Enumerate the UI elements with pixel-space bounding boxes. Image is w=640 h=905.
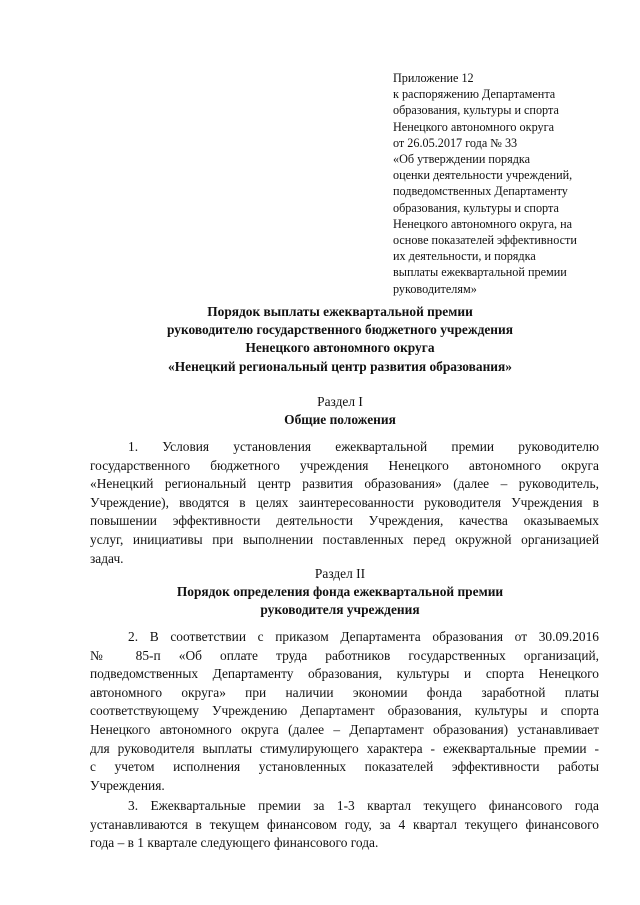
appendix-line: руководителям» xyxy=(393,281,477,296)
paragraph-line: № 85-п «Об оплате труда работников государственных организаций, xyxy=(90,647,599,663)
appendix-line: оценки деятельности учреждений, xyxy=(393,168,573,183)
paragraph-line: государственного бюджетного учреждения Ненецкого автономного округа xyxy=(90,457,599,473)
section-1-label: Раздел I xyxy=(317,394,363,409)
paragraph-line: подведомственных Департаменту образования, культуры и спорта Ненецкого xyxy=(90,666,599,682)
paragraph-2 xyxy=(90,628,599,795)
appendix-line: подведомственных Департаменту xyxy=(393,184,568,199)
title-line: «Ненецкий региональный центр развития образования» xyxy=(168,358,512,374)
paragraph-line: с учетом исполнения установленных показателей эффективности работы xyxy=(90,759,599,775)
appendix-line: образования, культуры и спорта xyxy=(393,103,559,118)
appendix-line: к распоряжению Департамента xyxy=(393,87,556,102)
paragraph-line: года – в 1 квартале следующего финансового года. xyxy=(90,835,379,851)
paragraph-line: Учреждения. xyxy=(90,777,165,793)
paragraph-line: задач. xyxy=(90,550,124,566)
document-title xyxy=(80,303,600,376)
paragraph-line: устанавливаются в текущем финансовом году, за 4 квартал текущего финансового xyxy=(90,816,599,832)
appendix-line: Ненецкого автономного округа, на xyxy=(393,216,573,231)
paragraph-line: автономного округа» при наличии экономии фонда заработной платы xyxy=(90,684,599,700)
title-line: руководителю государственного бюджетного учреждения xyxy=(167,322,513,338)
title-line: Ненецкого автономного округа xyxy=(245,340,435,356)
paragraph-line: для руководителя выплаты стимулирующего характера - ежеквартальные премии - xyxy=(90,740,599,756)
section-2-heading-line-2: руководителя учреждения xyxy=(260,602,420,617)
paragraph-line: повышении эффективности деятельности Учреждения, качества оказываемых xyxy=(90,513,599,529)
title-line: Порядок выплаты ежеквартальной премии xyxy=(207,304,473,319)
paragraph-line: Ненецкого автономного округа (далее – Департамент образования) устанавливает xyxy=(90,721,599,737)
paragraph-line: Учреждение), вводятся в целях заинтересованности руководителя Учреждения в xyxy=(90,494,599,510)
paragraph-line: 1. Условия установления ежеквартальной премии руководителю xyxy=(128,439,599,454)
appendix-line: выплаты ежеквартальной премии xyxy=(393,265,567,280)
appendix-line: их деятельности, и порядка xyxy=(393,249,536,264)
paragraph-3 xyxy=(90,797,599,853)
section-1-heading: Общие положения xyxy=(284,412,396,427)
section-2-label: Раздел II xyxy=(314,566,366,581)
appendix-line: образования, культуры и спорта xyxy=(393,200,559,215)
appendix-block xyxy=(393,70,603,297)
paragraph-line: услуг, инициативы при выполнении поставленных перед окружной организацией xyxy=(90,531,599,547)
paragraph-1 xyxy=(90,438,599,568)
appendix-line: Ненецкого автономного округа xyxy=(393,119,555,134)
paragraph-line: «Ненецкий региональный центр развития образования» (далее – руководитель, xyxy=(90,476,599,492)
appendix-line: Приложение 12 xyxy=(393,71,474,85)
appendix-line: «Об утверждении порядка xyxy=(393,152,531,167)
paragraph-line: 2. В соответствии с приказом Департамента образования от 30.09.2016 xyxy=(128,629,599,644)
appendix-line: основе показателей эффективности xyxy=(393,233,577,248)
appendix-line: от 26.05.2017 года № 33 xyxy=(393,135,518,150)
section-2-heading-line-1: Порядок определения фонда ежеквартальной премии xyxy=(176,584,504,599)
paragraph-line: соответствующему Учреждению Департамент образования, культуры и спорта xyxy=(90,703,599,719)
paragraph-line: 3. Ежеквартальные премии за 1-3 квартал текущего финансового года xyxy=(128,798,599,813)
